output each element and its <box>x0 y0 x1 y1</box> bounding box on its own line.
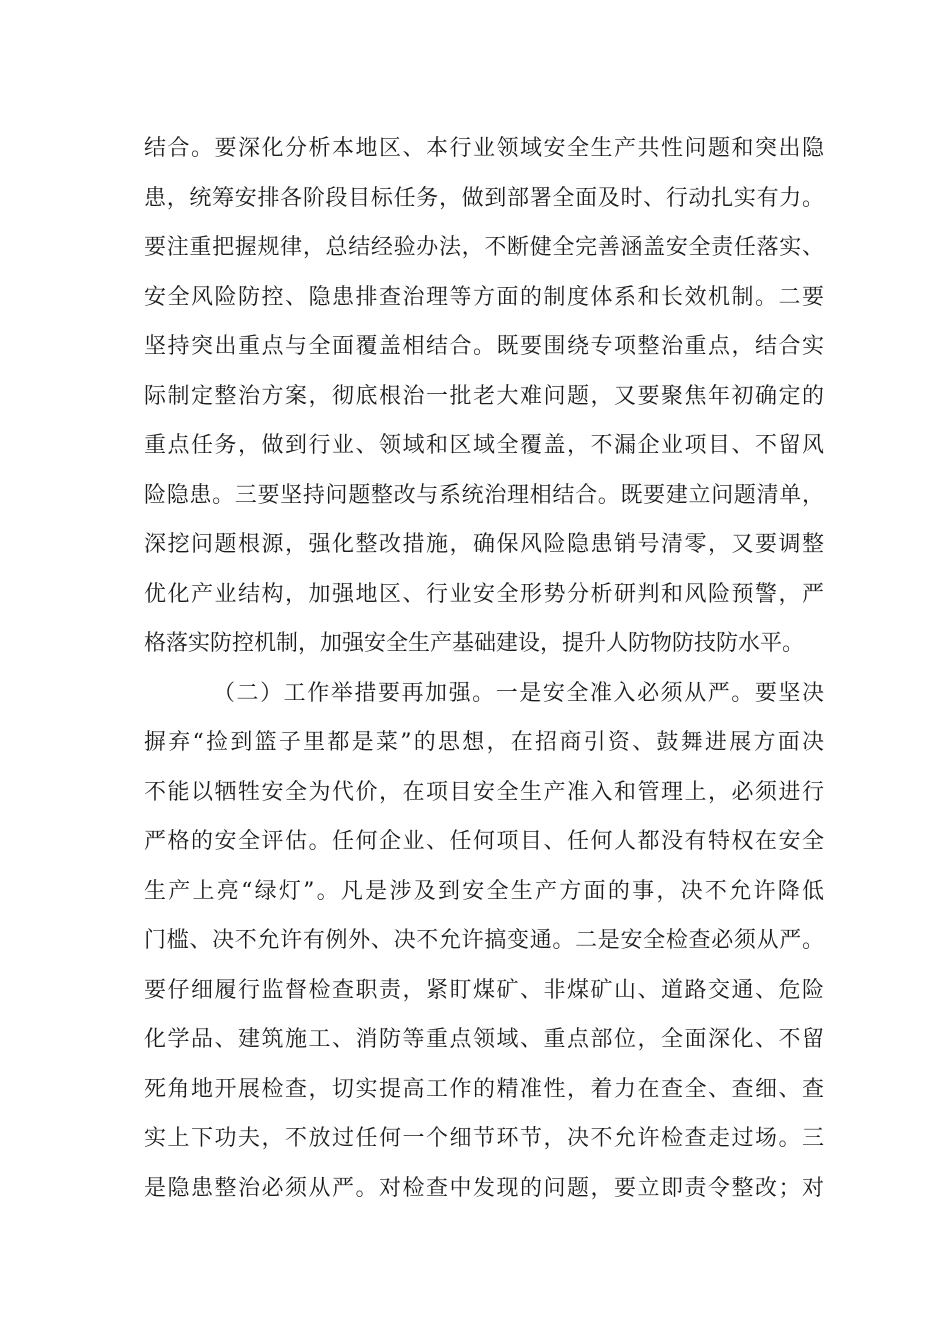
text-line: 不能以牺牲安全为代价，在项目安全生产准入和管理上，必须进行 <box>144 779 824 805</box>
text-line: 深挖问题根源，强化整改措施，确保风险隐患销号清零，又要调整 <box>144 532 824 557</box>
text-line: 化学品、建筑施工、消防等重点领域、重点部位，全面深化、不留 <box>144 1027 824 1052</box>
text-line: 严格的安全评估。任何企业、任何项目、任何人都没有特权在安全 <box>144 829 824 854</box>
text-line: 是隐患整治必须从严。对检查中发现的问题，要立即责令整改；对 <box>144 1175 824 1201</box>
text-line: 摒弃“捡到篮子里都是菜”的思想，在招商引资、鼓舞进展方面决 <box>144 730 824 755</box>
text-line: 患，统筹安排各阶段目标任务，做到部署全面及时、行动扎实有力。 <box>144 185 824 211</box>
text-line: 要仔细履行监督检查职责，紧盯煤矿、非煤矿山、道路交通、危险 <box>144 977 824 1003</box>
text-line: 门槛、决不允许有例外、决不允许搞变通。二是安全检查必须从严。 <box>144 928 824 953</box>
text-line: 安全风险防控、隐患排查治理等方面的制度体系和长效机制。二要 <box>144 284 824 310</box>
text-line: 实上下功夫，不放过任何一个细节环节，决不允许检查走过场。三 <box>144 1126 824 1151</box>
text-line: 生产上亮“绿灯”。凡是涉及到安全生产方面的事，决不允许降低 <box>144 878 824 904</box>
text-line: 险隐患。三要坚持问题整改与系统治理相结合。既要建立问题清单， <box>144 482 824 508</box>
text-line: 坚持突出重点与全面覆盖相结合。既要围绕专项整治重点，结合实 <box>144 334 824 359</box>
text-line: 死角地开展检查，切实提高工作的精准性，着力在查全、查细、查 <box>144 1076 824 1102</box>
text-line: 际制定整治方案，彻底根治一批老大难问题，又要聚焦年初确定的 <box>144 383 824 409</box>
text-line: 重点任务，做到行业、领域和区域全覆盖，不漏企业项目、不留风 <box>144 433 824 458</box>
text-line: 结合。要深化分析本地区、本行业领域安全生产共性问题和突出隐 <box>144 136 824 161</box>
text-line: 格落实防控机制，加强安全生产基础建设，提升人防物防技防水平。 <box>144 631 805 656</box>
text-line: 要注重把握规律，总结经验办法，不断健全完善涵盖安全责任落实、 <box>144 235 824 260</box>
text-line: 优化产业结构，加强地区、行业安全形势分析研判和风险预警，严 <box>144 581 824 607</box>
paragraph-first-line: （二）工作举措要再加强。一是安全准入必须从严。要坚决 <box>213 680 824 706</box>
